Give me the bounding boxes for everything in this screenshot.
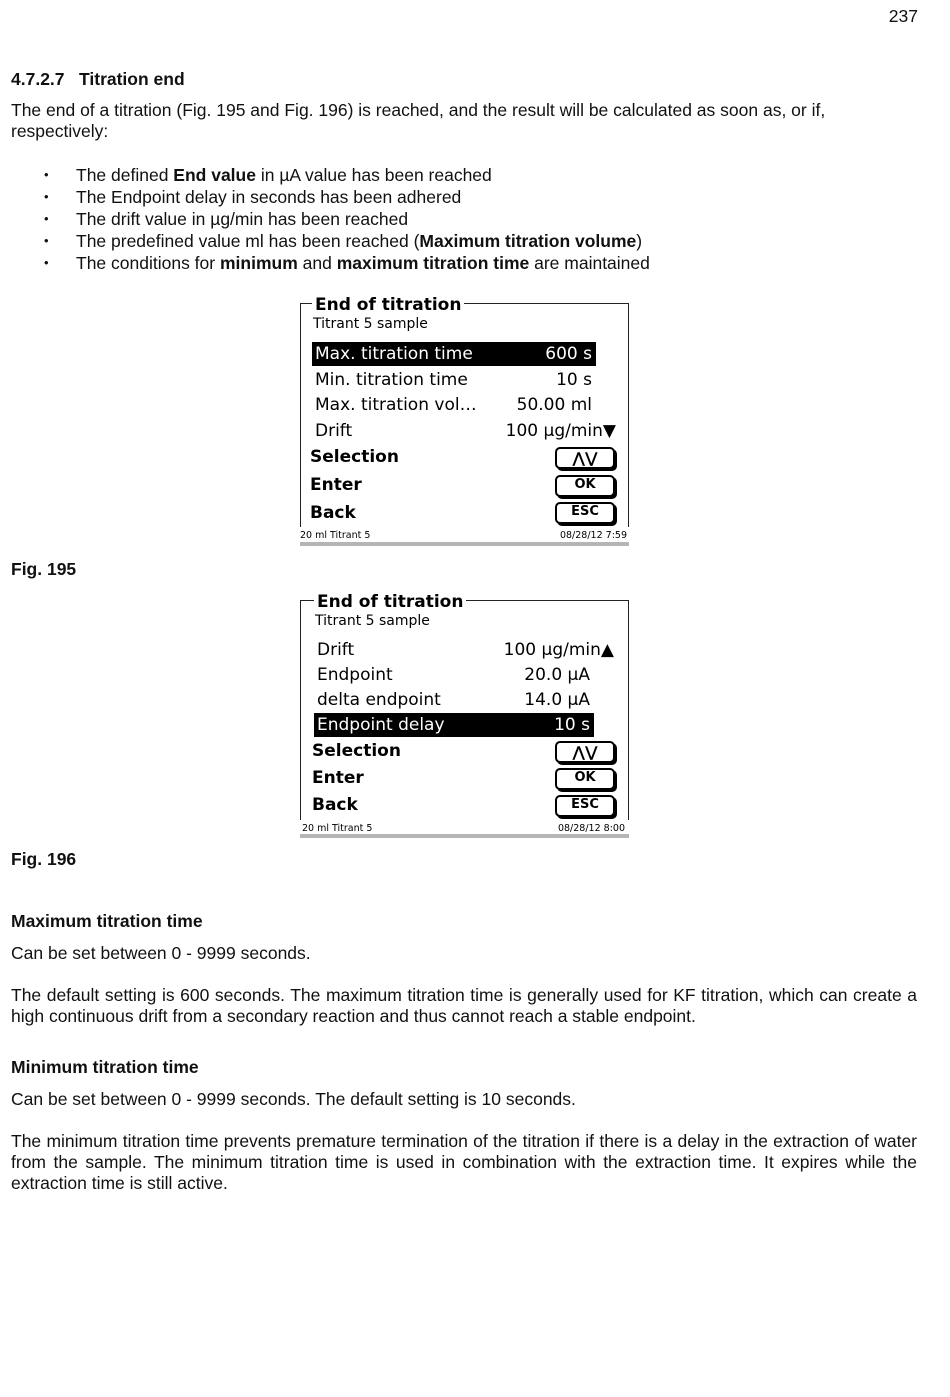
key-label-enter: Enter <box>310 475 362 495</box>
ok-button[interactable]: OK <box>555 475 615 497</box>
row-value: 100 µg/min▼ <box>505 421 616 441</box>
key-label-enter: Enter <box>312 768 364 788</box>
row-label: Min. titration time <box>315 370 468 390</box>
status-bar <box>300 542 629 546</box>
bullet-icon: • <box>44 211 49 226</box>
heading-min-titration-time: Minimum titration time <box>11 1057 199 1077</box>
up-down-button[interactable]: ⋀⋁ <box>555 447 615 469</box>
list-item: • The Endpoint delay in seconds has been adhered <box>44 187 462 207</box>
row-label: Drift <box>317 640 355 660</box>
esc-button[interactable]: ESC <box>555 795 615 817</box>
status-bar <box>300 834 629 838</box>
figure-caption-195: Fig. 195 <box>11 559 77 579</box>
key-label-selection: Selection <box>312 741 401 761</box>
max-time-description: The default setting is 600 seconds. The maximum titration time is generally used for KF titration, which can create a high continuous drift from a secondary reaction and thus cannot reach a stable endpoint. <box>11 985 917 1026</box>
status-left: 20 ml Titrant 5 <box>300 530 371 541</box>
row-label: Endpoint <box>317 665 393 685</box>
status-left: 20 ml Titrant 5 <box>302 823 373 834</box>
min-time-description: The minimum titration time prevents premature termination of the titration if there is a delay in the extraction of water from the sample. The minimum titration time is used in combination with the extraction time. It expires while the extraction time is still active. <box>11 1131 917 1193</box>
menu-row-drift[interactable] <box>312 419 616 443</box>
page-number: 237 <box>888 6 918 26</box>
screen-title: End of titration <box>312 296 464 314</box>
row-value: 600 s <box>545 344 592 364</box>
row-value: 100 µg/min▲ <box>503 640 614 660</box>
device-screen-fig195 <box>299 296 631 548</box>
up-down-button[interactable]: ⋀⋁ <box>555 741 615 763</box>
bullet-icon: • <box>44 255 49 270</box>
row-value: 20.0 µA <box>524 665 590 685</box>
max-time-range-text: Can be set between 0 - 9999 seconds. <box>11 943 311 963</box>
menu-row-delta-endpoint[interactable] <box>314 688 594 712</box>
key-label-back: Back <box>310 503 356 523</box>
screen-subtitle: Titrant 5 sample <box>313 316 428 332</box>
row-label: Drift <box>315 421 353 441</box>
row-label: Max. titration vol… <box>315 395 477 415</box>
section-title: Titration end <box>79 69 185 89</box>
bullet-icon: • <box>44 167 49 182</box>
row-value: 14.0 µA <box>524 690 590 710</box>
row-value: 10 s <box>554 715 590 735</box>
screen-title: End of titration <box>314 593 466 611</box>
device-screen-fig196 <box>299 593 631 841</box>
status-datetime: 08/28/12 7:59 <box>559 530 627 541</box>
screen-subtitle: Titrant 5 sample <box>315 613 430 629</box>
intro-paragraph: The end of a titration (Fig. 195 and Fig. 196) is reached, and the result will be calculated as soon as, or if, respectively: <box>11 100 826 141</box>
menu-row-max-titration-time[interactable] <box>312 342 596 366</box>
condition-list <box>44 164 650 274</box>
key-label-selection: Selection <box>310 447 399 467</box>
bullet-icon: • <box>44 233 49 248</box>
list-item: • The drift value in µg/min has been reached <box>44 209 409 229</box>
figure-caption-196: Fig. 196 <box>11 849 77 869</box>
list-item: • The defined End value in µA value has been reached <box>44 165 492 185</box>
bullet-icon: • <box>44 189 49 204</box>
menu-row-min-titration-time[interactable] <box>312 368 596 392</box>
ok-button[interactable]: OK <box>555 768 615 790</box>
row-label: Endpoint delay <box>317 715 445 735</box>
menu-row-endpoint-delay[interactable] <box>314 713 594 737</box>
row-value: 50.00 ml <box>516 395 592 415</box>
menu-row-drift[interactable] <box>314 638 614 662</box>
section-heading <box>11 69 185 90</box>
menu-row-max-titration-volume[interactable] <box>312 393 596 417</box>
status-datetime: 08/28/12 8:00 <box>557 823 625 834</box>
min-time-range-text: Can be set between 0 - 9999 seconds. The default setting is 10 seconds. <box>11 1089 576 1109</box>
heading-max-titration-time: Maximum titration time <box>11 911 203 931</box>
list-item: • The predefined value ml has been reached (Maximum titration volume) <box>44 231 643 251</box>
section-number: 4.7.2.7 <box>11 69 65 89</box>
row-value: 10 s <box>556 370 592 390</box>
list-item: • The conditions for minimum and maximum titration time are maintained <box>44 253 650 273</box>
key-label-back: Back <box>312 795 358 815</box>
row-label: Max. titration time <box>315 344 473 364</box>
menu-row-endpoint[interactable] <box>314 663 594 687</box>
esc-button[interactable]: ESC <box>555 502 615 524</box>
row-label: delta endpoint <box>317 690 441 710</box>
